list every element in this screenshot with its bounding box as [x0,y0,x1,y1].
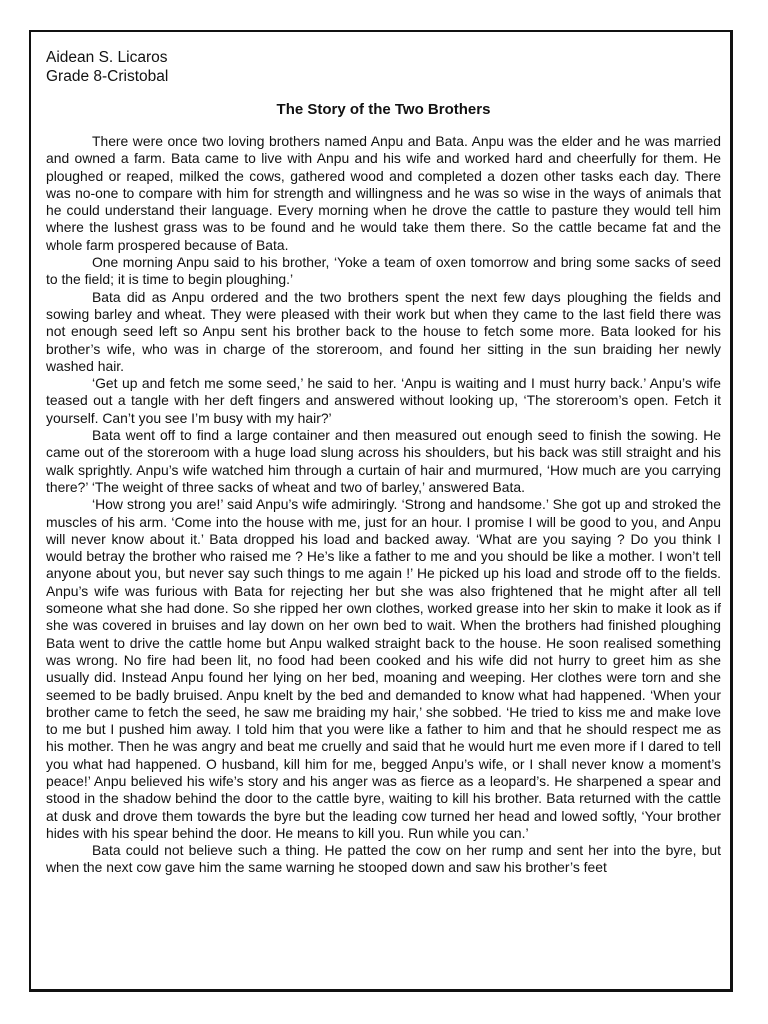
document-body [46,48,721,877]
paragraph-6: ‘How strong you are!’ said Anpu’s wife admiringly. ‘Strong and handsome.’ She got up and stroked the muscles of his arm. ‘Come into the house with me, just for an hour. I promise I will be good to you, and Anpu will never know about it.’ Bata dropped his load and backed away. ‘What are you saying ? Do you think I would betray the brother who raised me ? He’s like a father to me and you should be like a mother. I won’t tell anyone about you, but never say such things to me again !’ He picked up his load and strode off to the fields. Anpu’s wife was furious with Bata for rejecting her but she was also frightened that he might after all tell someone what she had done. So she ripped her own clothes, worked grease into her skin to make it look as if she was covered in bruises and lay down on her own bed to wait. When the brothers had finished ploughing Bata went to drive the cattle home but Anpu walked straight back to the house. He soon realised something was wrong. No fire had been lit, no food had been cooked and his wife did not hurry to greet him as she usually did. Instead Anpu found her lying on her bed, moaning and weeping. Her clothes were torn and she seemed to be badly bruised. Anpu knelt by the bed and demanded to know what had happened. ‘When your brother came to fetch the seed, he saw me braiding my hair,’ she sobbed. ‘He tried to kiss me and make love to me but I pushed him away. I told him that you were like a father to him and that he should respect me as his mother. Then he was angry and beat me cruelly and said that he would hurt me even more if I dared to tell you what had happened. O husband, kill him for me, begged Anpu’s wife, or I shall never know a moment’s peace!’ Anpu believed his wife’s story and his anger was as fierce as a leopard’s. He sharpened a spear and stood in the shadow behind the door to the cattle byre, waiting to kill his brother. Bata returned with the cattle at dusk and drove them towards the byre but the leading cow turned her head and lowed softly, ‘Your brother hides with his spear behind the door. He means to kill you. Run while you can.’ [46,496,721,841]
paragraph-3: Bata did as Anpu ordered and the two brothers spent the next few days ploughing the fields and sowing barley and wheat. They were pleased with their work but when they came to the last field there was not enough seed left so Anpu sent his brother back to the house to fetch some more. Bata looked for his brother’s wife, who was in charge of the storeroom, and found her sitting in the sun braiding her newly washed hair. [46,288,721,374]
page-border [29,30,733,992]
author-name: Aidean S. Licaros [46,49,168,66]
paragraph-2: One morning Anpu said to his brother, ‘Yoke a team of oxen tomorrow and bring some sacks of seed to the field; it is time to begin ploughing.’ [46,254,721,288]
paragraph-4: ‘Get up and fetch me some seed,’ he said to her. ‘Anpu is waiting and I must hurry back.’ Anpu’s wife teased out a tangle with her deft fingers and answered without looking up, ‘The storeroom’s open. Fetch it yourself. Can’t you see I’m busy with my hair?’ [46,375,721,426]
paragraph-5: Bata went off to find a large container and then measured out enough seed to finish the sowing. He came out of the storeroom with a huge load slung across his shoulders, but his back was still straight and his walk sprightly. Anpu’s wife watched him through a curtain of hair and murmured, ‘How much are you carrying there?’ ‘The weight of three sacks of wheat and two of barley,’ answered Bata. [46,427,721,495]
grade-section: Grade 8-Cristobal [46,68,169,85]
paragraph-1: There were once two loving brothers named Anpu and Bata. Anpu was the elder and he was married and owned a farm. Bata came to live with Anpu and his wife and worked hard and cheerfully for them. He ploughed or reaped, milked the cows, gathered wood and completed a dozen other tasks each day. There was no-one to compare with him for strength and willingness and he was so wise in the ways of animals that he could understand their language. Every morning when he drove the cattle to pasture they would tell him where the lushest grass was to be found and he would take them there. So the cattle became fat and the whole farm prospered because of Bata. [46,133,721,253]
story-title: The Story of the Two Brothers [276,101,491,118]
paragraph-7: Bata could not believe such a thing. He patted the cow on her rump and sent her into the byre, but when the next cow gave him the same warning he stooped down and saw his brother’s feet [46,842,721,876]
